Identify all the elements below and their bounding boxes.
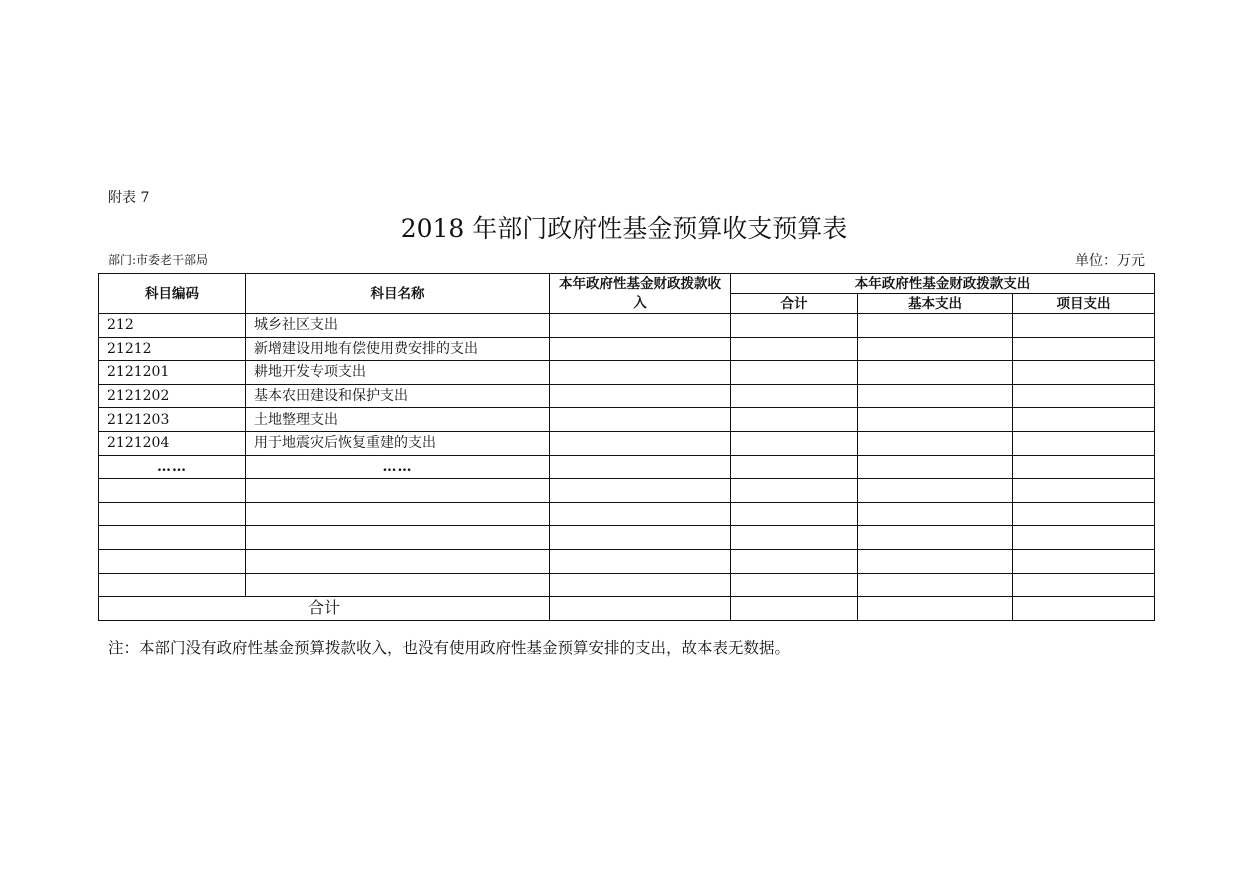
row-name: 新增建设用地有偿使用费安排的支出 xyxy=(246,337,550,361)
unit-label: 单位：万元 xyxy=(1075,253,1145,269)
row-total-cell xyxy=(731,408,858,432)
row-income-cell xyxy=(550,455,731,479)
row-total-cell xyxy=(731,384,858,408)
header-total: 合计 xyxy=(731,294,858,314)
empty-row xyxy=(99,479,1155,503)
empty-row xyxy=(99,573,1155,597)
row-basic-cell xyxy=(858,408,1013,432)
row-project-cell xyxy=(1013,455,1155,479)
row-income-cell xyxy=(550,384,731,408)
header-basic: 基本支出 xyxy=(858,294,1013,314)
row-name: 城乡社区支出 xyxy=(246,314,550,338)
row-total-cell xyxy=(731,455,858,479)
row-name: 用于地震灾后恢复重建的支出 xyxy=(246,431,550,455)
row-name-ellipsis: …… xyxy=(246,455,550,479)
page-title: 2018 年部门政府性基金预算收支预算表 xyxy=(400,214,848,243)
table-row xyxy=(99,455,1155,479)
header-expense-group: 本年政府性基金财政拨款支出 xyxy=(731,274,1155,294)
header-income: 本年政府性基金财政拨款收入 xyxy=(550,274,731,314)
row-name: 土地整理支出 xyxy=(246,408,550,432)
row-income-cell xyxy=(550,314,731,338)
row-total-cell xyxy=(731,361,858,385)
row-code: 2121204 xyxy=(99,431,246,455)
row-basic-cell xyxy=(858,361,1013,385)
header-project: 项目支出 xyxy=(1013,294,1155,314)
table-row xyxy=(99,384,1155,408)
total-label: 合计 xyxy=(99,597,550,621)
empty-row xyxy=(99,502,1155,526)
department-label: 部门:市委老干部局 xyxy=(108,253,209,267)
row-basic-cell xyxy=(858,337,1013,361)
row-project-cell xyxy=(1013,408,1155,432)
row-code: 2121202 xyxy=(99,384,246,408)
row-income-cell xyxy=(550,408,731,432)
row-total-cell xyxy=(731,314,858,338)
row-name: 耕地开发专项支出 xyxy=(246,361,550,385)
row-code: 21212 xyxy=(99,337,246,361)
table-row xyxy=(99,337,1155,361)
row-income-cell xyxy=(550,361,731,385)
row-project-cell xyxy=(1013,384,1155,408)
row-basic-cell xyxy=(858,314,1013,338)
row-basic-cell xyxy=(858,431,1013,455)
table-row xyxy=(99,314,1155,338)
row-code-ellipsis: …… xyxy=(99,455,246,479)
table-row xyxy=(99,431,1155,455)
empty-row xyxy=(99,526,1155,550)
header-name: 科目名称 xyxy=(246,274,550,314)
row-code: 2121201 xyxy=(99,361,246,385)
row-name: 基本农田建设和保护支出 xyxy=(246,384,550,408)
row-project-cell xyxy=(1013,314,1155,338)
annex-label: 附表 7 xyxy=(108,190,150,206)
row-code: 212 xyxy=(99,314,246,338)
budget-table xyxy=(98,273,1155,621)
row-basic-cell xyxy=(858,455,1013,479)
total-total-cell xyxy=(731,597,858,621)
table-row xyxy=(99,408,1155,432)
row-project-cell xyxy=(1013,431,1155,455)
footnote: 注：本部门没有政府性基金预算拨款收入，也没有使用政府性基金预算安排的支出，故本表无数据。 xyxy=(108,639,791,657)
total-project-cell xyxy=(1013,597,1155,621)
header-code: 科目编码 xyxy=(99,274,246,314)
row-income-cell xyxy=(550,431,731,455)
row-code: 2121203 xyxy=(99,408,246,432)
row-project-cell xyxy=(1013,337,1155,361)
row-project-cell xyxy=(1013,361,1155,385)
row-total-cell xyxy=(731,431,858,455)
table-row xyxy=(99,361,1155,385)
total-basic-cell xyxy=(858,597,1013,621)
empty-row xyxy=(99,549,1155,573)
total-income-cell xyxy=(550,597,731,621)
row-basic-cell xyxy=(858,384,1013,408)
total-row xyxy=(99,597,1155,621)
row-total-cell xyxy=(731,337,858,361)
row-income-cell xyxy=(550,337,731,361)
